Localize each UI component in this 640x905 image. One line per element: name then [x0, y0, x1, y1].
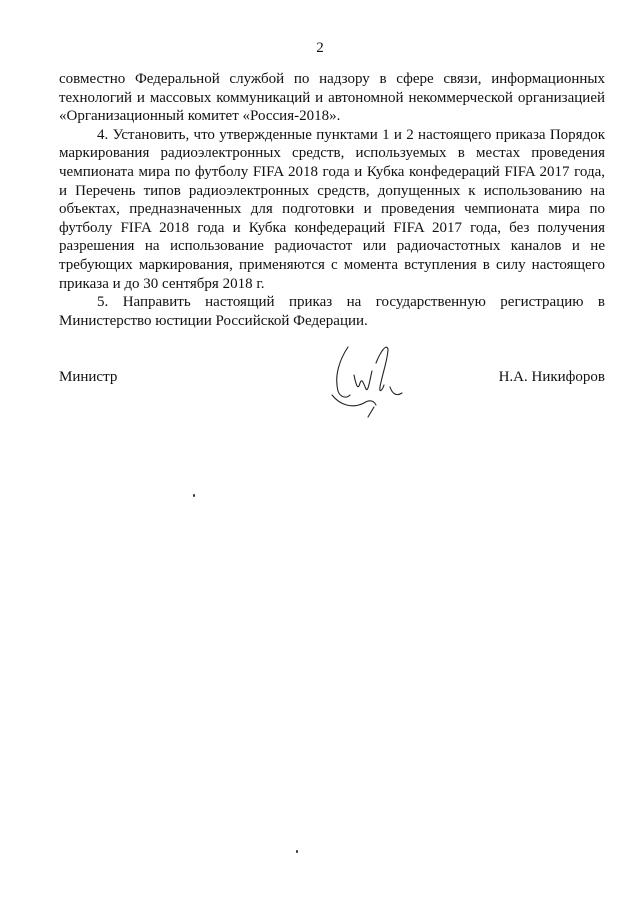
- signer-title: Министр: [59, 369, 118, 385]
- document-body: [59, 70, 605, 330]
- handwritten-signature: [326, 335, 426, 425]
- scan-speck: [193, 494, 195, 497]
- paragraph-continuation: совместно Федеральной службой по надзору в сфере связи, информационных технологий и массовых коммуникаций и автономной некоммерческой организацией «Организационный комитет «Россия-2018».: [59, 71, 605, 125]
- page-number: 2: [316, 40, 324, 56]
- paragraph-item-5: 5. Направить настоящий приказ на государственную регистрацию в Министерство юстиции Российской Федерации.: [59, 294, 605, 329]
- scan-speck: [296, 850, 298, 853]
- signer-name: Н.А. Никифоров: [498, 369, 605, 385]
- paragraph-item-4: 4. Установить, что утвержденные пунктами 1 и 2 настоящего приказа Порядок маркирования радиоэлектронных средств, используемых в местах проведения чемпионата мира по футболу FIFA 2018 года и Кубка конфедераций FIFA 2017 года, и Перечень типов радиоэлектронных средств, допущенных к использованию на объектах, предназначенных для подготовки и проведения чемпионата мира по футболу FIFA 2018 года и Кубка конфедераций FIFA 2017 года, без получения разрешения на использование радиочастот или радиочастотных каналов и не требующих маркирования, применяются с момента вступления в силу настоящего приказа и до 30 сентября 2018 г.: [59, 126, 605, 292]
